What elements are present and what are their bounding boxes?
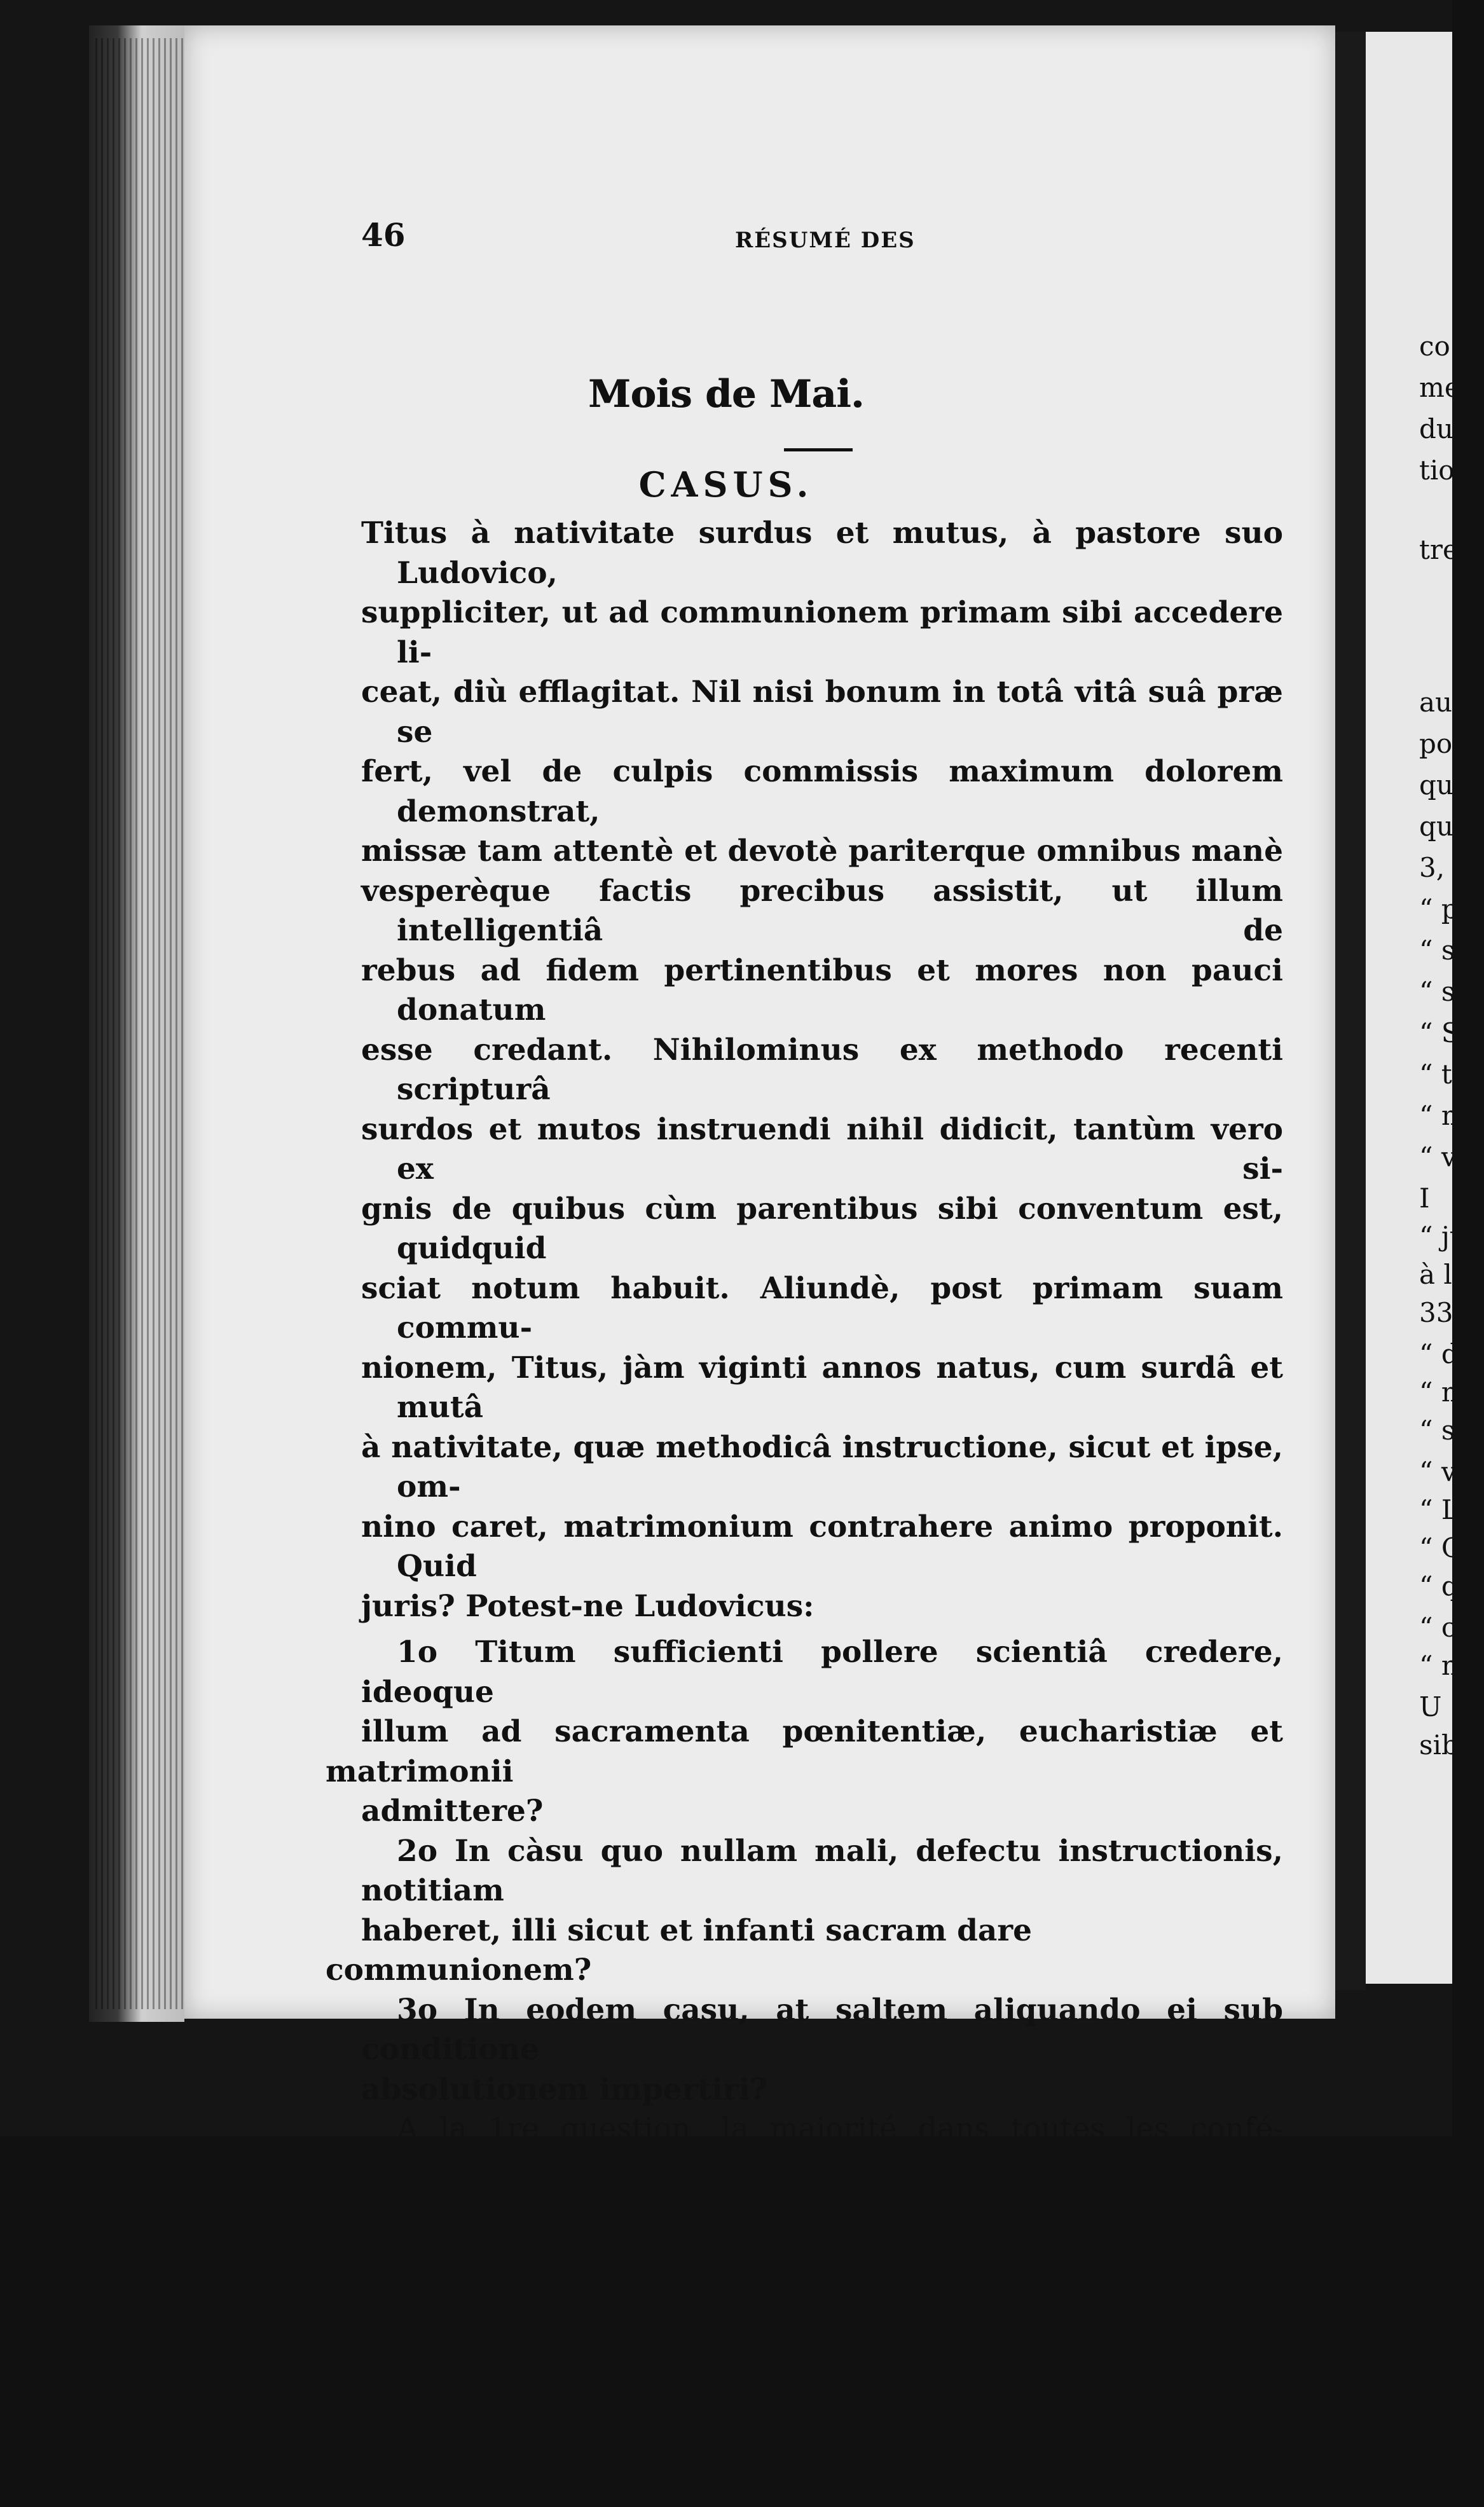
- text-line: nino caret, matrimonium contrahere animo proponit. Quid: [397, 1508, 1283, 1587]
- text-line: nionem, Titus, jàm viginti annos natus, cum surdâ et mutâ: [397, 1349, 1283, 1428]
- section-title: Mois de Mai.: [0, 372, 1452, 416]
- facing-page-line: po: [1419, 728, 1452, 759]
- title-rule: [784, 448, 853, 451]
- facing-page-line: “ co: [1419, 1612, 1473, 1643]
- text-line: rebus ad fidem pertinentibus et mores non pauci donatum: [397, 951, 1283, 1031]
- casus-paragraph: [361, 514, 1283, 1626]
- text-line: absolutionem impertiri?: [326, 2070, 1283, 2110]
- question-3: [361, 1991, 1283, 2110]
- text-line: A la 1re question, la majorité dans toutes les confé-: [361, 2110, 1283, 2150]
- facing-page-line: 337: [1419, 1297, 1470, 1328]
- gutter-shadow: [1335, 32, 1366, 1990]
- text-line: missæ tam attentè et devotè pariterque omnibus manè: [397, 832, 1283, 872]
- text-line: qui est d'un sentiment opposé, est d'avis que Tite peut rece-: [361, 2229, 1283, 2269]
- facing-page-line: “ te: [1419, 1059, 1468, 1090]
- answer-2: [361, 2309, 1283, 2428]
- running-title: RÉSUMÉ DES: [735, 228, 916, 253]
- facing-page-text: [1366, 32, 1452, 1984]
- facing-page-line: 3,: [1419, 852, 1445, 883]
- facing-page-line: tre: [1419, 534, 1459, 565]
- facing-page-line: à le: [1419, 1259, 1468, 1290]
- facing-page-line: “ va: [1419, 1456, 1473, 1487]
- text-line: illum ad sacramenta pœnitentiæ, eucharistiæ et matrimonii: [326, 1712, 1283, 1792]
- answer-3: [361, 2428, 1283, 2507]
- facing-page-line: “ p: [1419, 893, 1459, 924]
- facing-page-line: “ Or: [1419, 1532, 1476, 1563]
- text-line: A la 2e, neuf conférences se sont prononcées pour l'affirma-: [361, 2309, 1283, 2388]
- facing-page-line: “ La: [1419, 1494, 1475, 1525]
- facing-page-line: “ no: [1419, 1650, 1474, 1681]
- text-line: haberet, illi sicut et infanti sacram dare communionem?: [326, 1911, 1283, 1991]
- text-line: sciat notum habuit. Aliundè, post primam suam commu-: [397, 1269, 1283, 1349]
- text-line: admittere?: [326, 1792, 1283, 1832]
- italic-term: arrondissement: [361, 2191, 599, 2226]
- facing-page-line: “ si: [1419, 976, 1464, 1007]
- text-line: gnis de quibus cùm parentibus sibi conventum est, quidquid: [397, 1190, 1283, 1269]
- question-1: [361, 1633, 1283, 1832]
- text-line: ceat, diù efflagitat. Nil nisi bonum in totâ vitâ suâ præ se: [397, 673, 1283, 752]
- text-line: 1o Titum sufficienti pollere scientiâ credere, ideoque: [326, 1633, 1283, 1712]
- text-line: fert, vel de culpis commissis maximum dolorem demonstrat,: [397, 752, 1283, 832]
- text-line: à nativitate, quæ methodicâ instructione, sicut et ipse, om-: [397, 1428, 1283, 1508]
- facing-page-line: du: [1419, 413, 1453, 444]
- text-line: suppliciter, ut ad communionem primam sibi accedere li-: [397, 593, 1283, 673]
- text-line: 3o In eodem casu, at saltem aliquando ei sub conditione: [361, 1991, 1283, 2070]
- facing-page-line: me: [1419, 372, 1460, 403]
- facing-page-line: “ s: [1419, 935, 1455, 966]
- casus-heading: CASUS.: [0, 464, 1452, 505]
- facing-page-line: U: [1419, 1691, 1441, 1722]
- facing-page-line: qu: [1419, 769, 1453, 800]
- text-line: esse credant. Nihilominus ex methodo recenti scripturâ: [397, 1031, 1283, 1110]
- text-line: A la 3e, treize conférences sont d'avis qu'on peut donner: [361, 2428, 1283, 2468]
- facing-page-line: co: [1419, 331, 1450, 362]
- text-line: surdos et mutos instruendi nihil didicit, tantùm vero ex si-: [397, 1110, 1283, 1190]
- casus-text: [361, 514, 1283, 2110]
- facing-page-line: “ di: [1419, 1338, 1467, 1370]
- facing-page-line: I: [1419, 1183, 1430, 1214]
- facing-page-line: “ qu: [1419, 1570, 1476, 1602]
- answer-1: [361, 2110, 1283, 2309]
- conference-answers: [361, 2110, 1283, 2507]
- facing-page-line: “ v: [1419, 1141, 1457, 1172]
- question-2: [361, 1832, 1283, 1991]
- page-edges: [95, 38, 184, 2009]
- text-line: rences, à l'exception de la conférence du 19e arrondissement: [361, 2150, 1283, 2229]
- text-line: voir le sacrement de pénitence, d'eucharistie et de mariage.: [361, 2269, 1283, 2309]
- facing-page-line: “ ju: [1419, 1221, 1467, 1252]
- facing-page-line: “ S: [1419, 1017, 1460, 1048]
- facing-page-line: sibili: [1419, 1729, 1484, 1761]
- text-line: quelquefois l'absolution à Tite, sous condition.—Deux autres: [361, 2468, 1283, 2507]
- facing-page-line: qu': [1419, 811, 1460, 842]
- text-line: juris? Potest-ne Ludovicus:: [397, 1587, 1283, 1627]
- facing-page-line: “ m: [1419, 1377, 1467, 1408]
- page-body: [361, 514, 1283, 2507]
- facing-page-fragment: [1366, 32, 1452, 1984]
- facing-page-line: tio: [1419, 455, 1455, 486]
- facing-page-line: “ m: [1419, 1100, 1467, 1131]
- facing-page-line: “ se: [1419, 1415, 1471, 1446]
- text-line: tive, et neuf pour la négative.: [361, 2388, 1283, 2428]
- page-header: [361, 216, 1283, 261]
- text-line: vesperèque factis precibus assistit, ut illum intelligentiâ de: [397, 872, 1283, 951]
- text-line: Titus à nativitate surdus et mutus, à pastore suo Ludovico,: [397, 514, 1283, 593]
- text-line: 2o In càsu quo nullam mali, defectu instructionis, notitiam: [361, 1832, 1283, 1911]
- facing-page-line: au: [1419, 687, 1452, 718]
- page-number: 46: [361, 216, 406, 254]
